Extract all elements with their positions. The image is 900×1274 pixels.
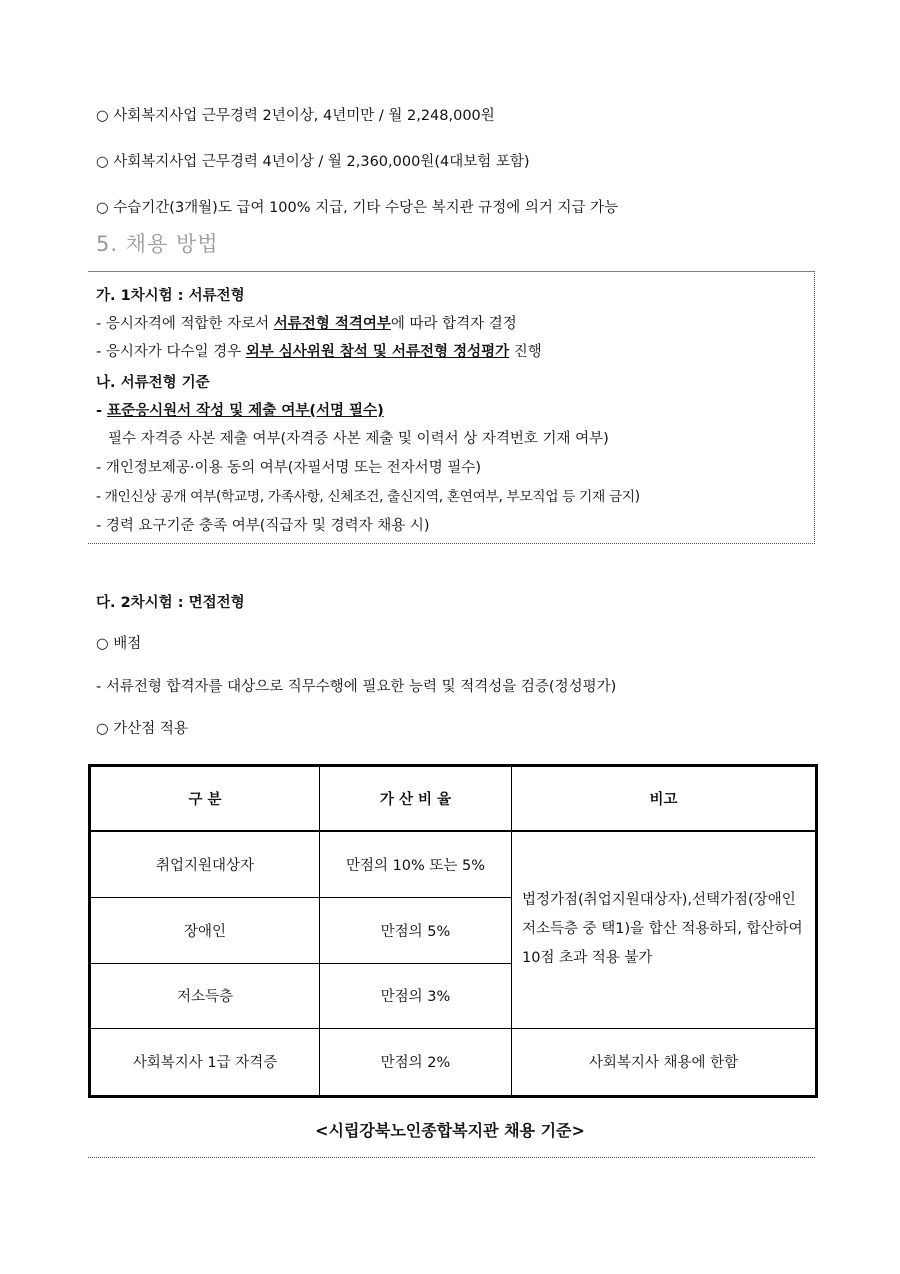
table-row: [90, 831, 817, 897]
stage1-line-1-pre: - 응시자격에 적합한 자로서: [96, 316, 274, 332]
stage1-line-1: [96, 312, 517, 333]
row-category: 취업지원대상자: [90, 831, 320, 897]
criteria-heading: 나. 서류전형 기준: [96, 375, 210, 391]
row-rate: 만점의 5%: [320, 897, 512, 963]
criteria-item-1-emphasis: 표준응시원서 작성 및 제출 여부(서명 필수): [107, 403, 384, 419]
salary-line-1: ○ 사회복지사업 근무경력 2년이상, 4년미만 / 월 2,248,000원: [96, 108, 495, 124]
stage1-line-1-emphasis: 서류전형 적격여부: [273, 316, 391, 332]
row-note-merged: 법정가점(취업지원대상자),선택가점(장애인 저소득층 중 택1)을 합산 적용하되, 합산하여 10점 초과 적용 불가: [512, 831, 817, 1028]
table-caption: <시립강북노인종합복지관 채용 기준>: [315, 1121, 585, 1140]
row-rate: 만점의 3%: [320, 963, 512, 1028]
header-note: 비고: [512, 766, 817, 832]
row-category: 사회복지사 1급 자격증: [90, 1028, 320, 1096]
scoring-label: ○ 배점: [96, 636, 142, 652]
stage2-heading: 다. 2차시험 : 면접전형: [96, 595, 245, 611]
stage1-line-2-emphasis: 외부 심사위원 참석 및 서류전형 정성평가: [245, 344, 510, 360]
row-note: 사회복지사 채용에 한함: [512, 1028, 817, 1096]
table-row: [90, 1028, 817, 1096]
bottom-divider: [88, 1157, 815, 1158]
criteria-item-2: 필수 자격증 사본 제출 여부(자격증 사본 제출 및 이력서 상 자격번호 기재 여부): [108, 431, 609, 447]
scoring-description: - 서류전형 합격자를 대상으로 직무수행에 필요한 능력 및 적격성을 검증(정성평가): [96, 679, 617, 695]
row-rate: 만점의 10% 또는 5%: [320, 831, 512, 897]
bonus-label: ○ 가산점 적용: [96, 721, 188, 737]
salary-line-3: ○ 수습기간(3개월)도 급여 100% 지급, 기타 수당은 복지관 규정에 의거 지급 가능: [96, 200, 619, 216]
salary-line-2: ○ 사회복지사업 근무경력 4년이상 / 월 2,360,000원(4대보험 포함): [96, 154, 530, 170]
bonus-points-table: [88, 764, 818, 1098]
section-title: 5. 채용 방법: [96, 232, 219, 256]
stage1-line-1-post: 에 따라 합격자 결정: [390, 316, 517, 332]
criteria-item-3: - 개인정보제공·이용 동의 여부(자필서명 또는 전자서명 필수): [96, 460, 481, 476]
criteria-item-1-dash: -: [96, 403, 108, 419]
stage1-line-2-pre: - 응시자가 다수일 경우: [96, 344, 246, 360]
stage1-line-2: [96, 340, 542, 361]
header-category: 구 분: [90, 766, 320, 832]
criteria-item-5: - 경력 요구기준 충족 여부(직급자 및 경력자 채용 시): [96, 518, 430, 534]
table-header-row: [90, 766, 817, 832]
row-category: 저소득층: [90, 963, 320, 1028]
stage1-line-2-post: 진행: [509, 344, 542, 360]
row-category: 장애인: [90, 897, 320, 963]
stage1-heading: 가. 1차시험 : 서류전형: [96, 288, 245, 304]
criteria-item-1: [96, 399, 384, 420]
header-rate: 가 산 비 율: [320, 766, 512, 832]
criteria-item-4: - 개인신상 공개 여부(학교명, 가족사항, 신체조건, 출신지역, 혼연여부, 부모직업 등 기재 금지): [96, 489, 640, 505]
row-rate: 만점의 2%: [320, 1028, 512, 1096]
